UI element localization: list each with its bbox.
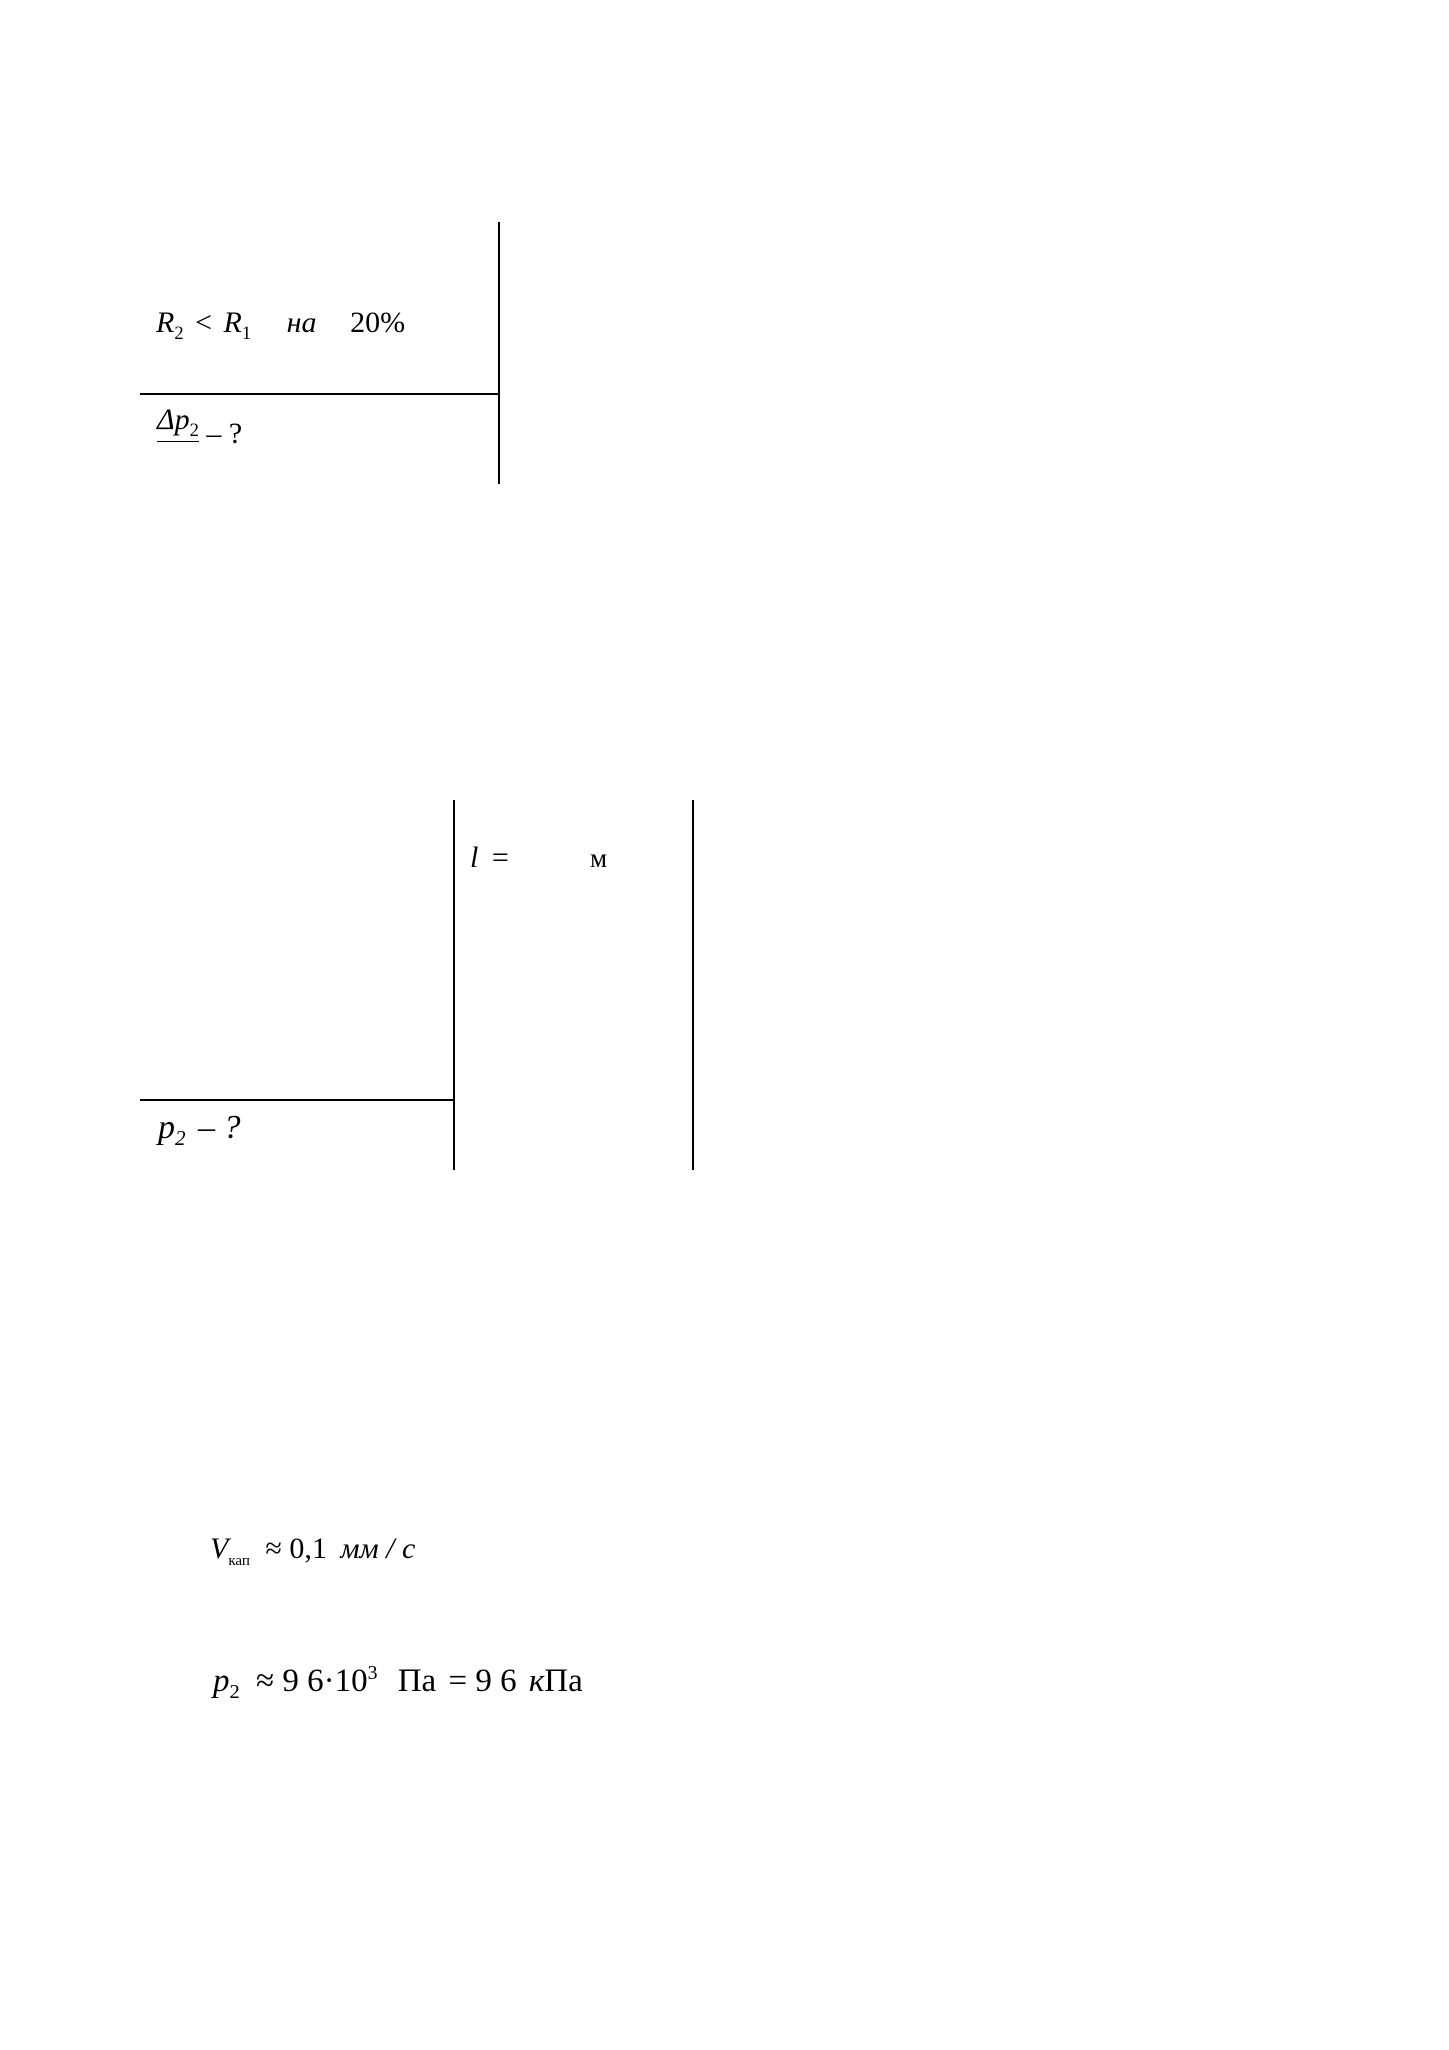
v-unit: мм / с <box>340 1532 416 1565</box>
condition-word: на <box>286 306 317 339</box>
p2-kilo-unit: Па <box>544 1663 583 1699</box>
capillary-velocity-result <box>210 1532 416 1569</box>
length-unit: м <box>590 843 608 873</box>
p2-unit: Па <box>397 1663 437 1699</box>
condition-percent: 20% <box>350 306 406 339</box>
block1-horizontal-divider <box>140 393 499 395</box>
block1-unknown <box>157 403 243 450</box>
length-equals: = <box>491 841 509 874</box>
block2-right-vertical-divider <box>692 800 694 1170</box>
delta-p2-underlined <box>157 405 199 442</box>
r1-subscript: 1 <box>241 322 252 344</box>
r2-symbol: R <box>156 306 175 339</box>
block2-left-vertical-divider <box>453 800 455 1170</box>
p2-exponent: 3 <box>367 1662 378 1685</box>
block2-horizontal-divider <box>140 1099 454 1101</box>
p2-equals-value: = 9 6 <box>448 1663 517 1699</box>
length-given <box>470 841 608 874</box>
p2-approx-value: ≈ 9 6·10 <box>255 1663 368 1699</box>
p2-result-subscript: 2 <box>229 1681 240 1704</box>
length-symbol: l <box>470 841 479 874</box>
delta-p-symbol: Δp <box>157 403 190 436</box>
r1-symbol: R <box>223 306 242 339</box>
less-than-sign: < <box>195 306 213 339</box>
delta-p-subscript: 2 <box>189 419 199 441</box>
v-symbol: V <box>210 1532 229 1565</box>
block2-unknown <box>158 1109 241 1151</box>
pressure-result <box>213 1662 583 1704</box>
block1-vertical-divider <box>498 222 500 484</box>
p2-result-symbol: p <box>213 1663 230 1699</box>
unknown-suffix-2: – ? <box>198 1109 241 1146</box>
r2-subscript: 2 <box>174 322 184 344</box>
unknown-suffix: – ? <box>206 417 243 450</box>
v-subscript: кап <box>228 1552 250 1569</box>
p2-symbol: p <box>158 1109 175 1146</box>
v-value: ≈ 0,1 <box>265 1532 327 1565</box>
p2-subscript: 2 <box>175 1126 186 1151</box>
p2-kilo-prefix: к <box>528 1663 545 1699</box>
block1-condition <box>156 306 406 344</box>
